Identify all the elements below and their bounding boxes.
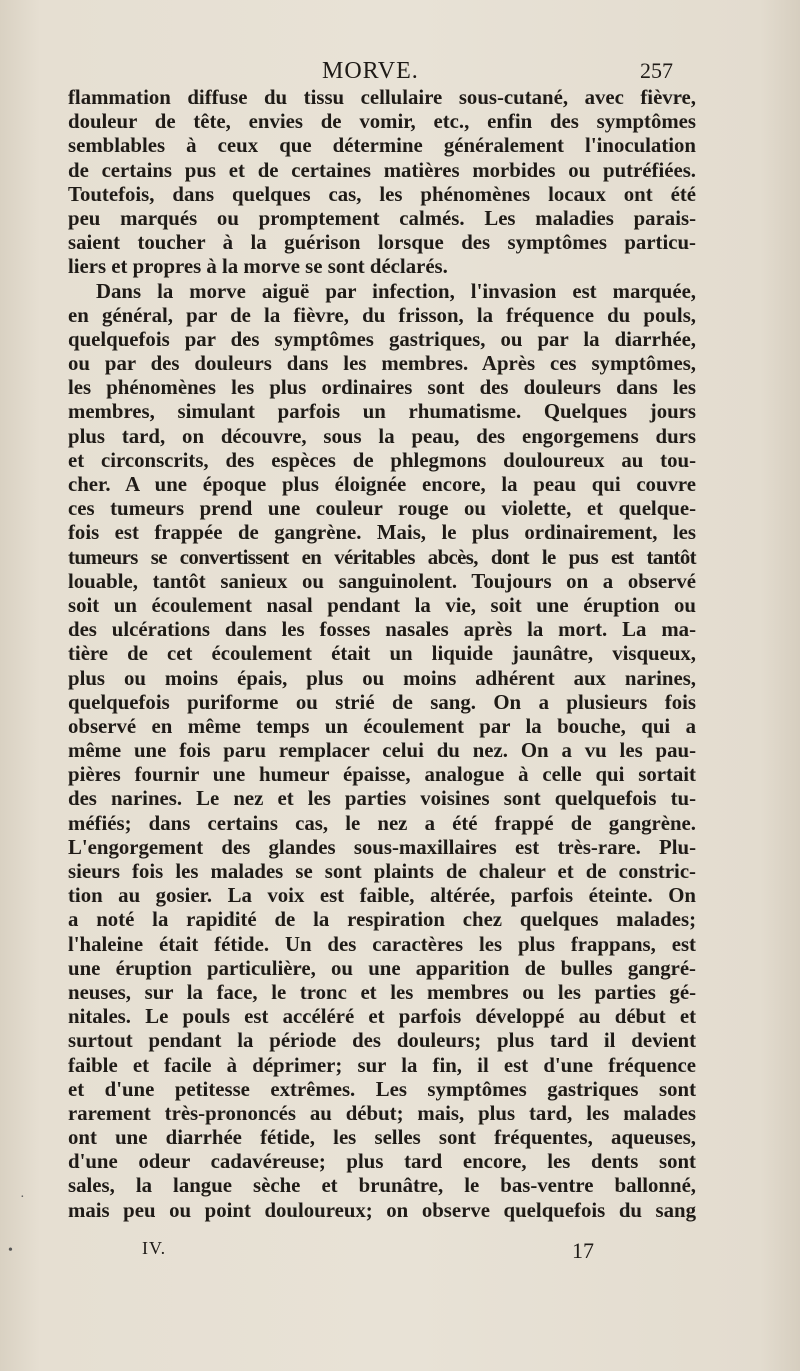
text-line: mais peu ou point douloureux; on observe quelquefois du sang bbox=[68, 1198, 696, 1222]
gathering-number: 17 bbox=[572, 1238, 594, 1263]
text-line: méfiés; dans certains cas, le nez a été frappé de gangrène. bbox=[68, 811, 696, 835]
page-footer bbox=[0, 1238, 800, 1274]
text-line: soit un écoulement nasal pendant la vie, soit une éruption ou bbox=[68, 593, 696, 617]
body-text bbox=[68, 86, 696, 1223]
text-line: liers et propres à la morve se sont déclarés. bbox=[68, 255, 448, 279]
text-line: rarement très-prononcés au début; mais, plus tard, les malades bbox=[68, 1101, 696, 1125]
text-line: nitales. Le pouls est accéléré et parfois développé au début et bbox=[68, 1005, 696, 1029]
text-line: surtout pendant la période des douleurs; plus tard il devient bbox=[68, 1029, 696, 1053]
signature-mark: IV. bbox=[142, 1238, 167, 1258]
text-line: quelquefois puriforme ou strié de sang. On a plusieurs fois bbox=[68, 690, 696, 714]
text-line: membres, simulant parfois un rhumatisme. Quelques jours bbox=[68, 400, 696, 424]
text-line: de certains pus et de certaines matières morbides ou putréfiées. bbox=[68, 158, 696, 182]
page-number: 257 bbox=[640, 58, 673, 83]
margin-dot-left-lower: · bbox=[20, 1190, 25, 1205]
text-line: pières fournir une humeur épaisse, analogue à celle qui sortait bbox=[68, 763, 696, 787]
text-line: les phénomènes les plus ordinaires sont des douleurs dans les bbox=[68, 376, 696, 400]
text-line: Toutefois, dans quelques cas, les phénomènes locaux ont été bbox=[68, 182, 696, 206]
text-line: sieurs fois les malades se sont plaints de chaleur et de constric- bbox=[68, 860, 696, 883]
text-line: Dans la morve aiguë par infection, l'invasion est marquée, bbox=[96, 279, 696, 303]
text-line: observé en même temps un écoulement par la bouche, qui a bbox=[68, 714, 696, 738]
running-head bbox=[0, 58, 800, 88]
margin-dot-left: • bbox=[8, 1243, 13, 1258]
text-line: cher. A une époque plus éloignée encore, la peau qui couvre bbox=[68, 473, 696, 496]
text-line: en général, par de la fièvre, du frisson, la fréquence du pouls, bbox=[68, 303, 696, 327]
text-line: ou par des douleurs dans les membres. Après ces symptômes, bbox=[68, 352, 696, 376]
text-line: peu marqués ou promptement calmés. Les maladies parais- bbox=[68, 206, 696, 230]
text-line: tière de cet écoulement était un liquide jaunâtre, visqueux, bbox=[68, 642, 696, 666]
text-line: L'engorgement des glandes sous-maxillaires est très-rare. Plu- bbox=[68, 835, 696, 859]
text-line: et circonscrits, des espèces de phlegmons douloureux au tou- bbox=[68, 448, 696, 472]
text-line: flammation diffuse du tissu cellulaire sous-cutané, avec fièvre, bbox=[68, 86, 696, 109]
text-line: tumeurs se convertissent en véritables abcès, dont le pus est tantôt bbox=[68, 545, 696, 569]
text-line: louable, tantôt sanieux ou sanguinolent. Toujours on a observé bbox=[68, 569, 696, 593]
text-line: et d'une petitesse extrêmes. Les symptômes gastriques sont bbox=[68, 1077, 696, 1101]
text-line: neuses, sur la face, le tronc et les membres ou les parties gé- bbox=[68, 980, 696, 1004]
text-line: l'haleine était fétide. Un des caractères les plus frappans, est bbox=[68, 932, 696, 956]
text-line: semblables à ceux que détermine généralement l'inoculation bbox=[68, 134, 696, 158]
text-line: sales, la langue sèche et brunâtre, le bas-ventre ballonné, bbox=[68, 1174, 696, 1198]
text-line: faible et facile à déprimer; sur la fin, il est d'une fréquence bbox=[68, 1053, 696, 1077]
text-line: douleur de tête, envies de vomir, etc., enfin des symptômes bbox=[68, 110, 696, 134]
text-line: tion au gosier. La voix est faible, altérée, parfois éteinte. On bbox=[68, 884, 696, 908]
text-line: même une fois paru remplacer celui du nez. On a vu les pau- bbox=[68, 739, 696, 763]
text-line: ces tumeurs prend une couleur rouge ou violette, et quelque- bbox=[68, 497, 696, 521]
text-line: d'une odeur cadavéreuse; plus tard encore, les dents sont bbox=[68, 1150, 696, 1174]
text-line: plus tard, on découvre, sous la peau, des engorgemens durs bbox=[68, 424, 696, 448]
text-line: des ulcérations dans les fosses nasales après la mort. La ma- bbox=[68, 618, 696, 642]
text-line: une éruption particulière, ou une apparition de bulles gangré- bbox=[68, 956, 696, 980]
text-line: plus ou moins épais, plus ou moins adhérent aux narines, bbox=[68, 666, 696, 690]
text-line: saient toucher à la guérison lorsque des symptômes particu- bbox=[68, 231, 696, 255]
text-line: fois est frappée de gangrène. Mais, le plus ordinairement, les bbox=[68, 521, 696, 545]
text-line: a noté la rapidité de la respiration chez quelques malades; bbox=[68, 908, 696, 932]
running-title: MORVE. bbox=[322, 58, 419, 84]
text-line: des narines. Le nez et les parties voisines sont quelquefois tu- bbox=[68, 787, 696, 811]
text-line: ont une diarrhée fétide, les selles sont fréquentes, aqueuses, bbox=[68, 1126, 696, 1150]
text-line: quelquefois par des symptômes gastriques, ou par la diarrhée, bbox=[68, 327, 696, 351]
